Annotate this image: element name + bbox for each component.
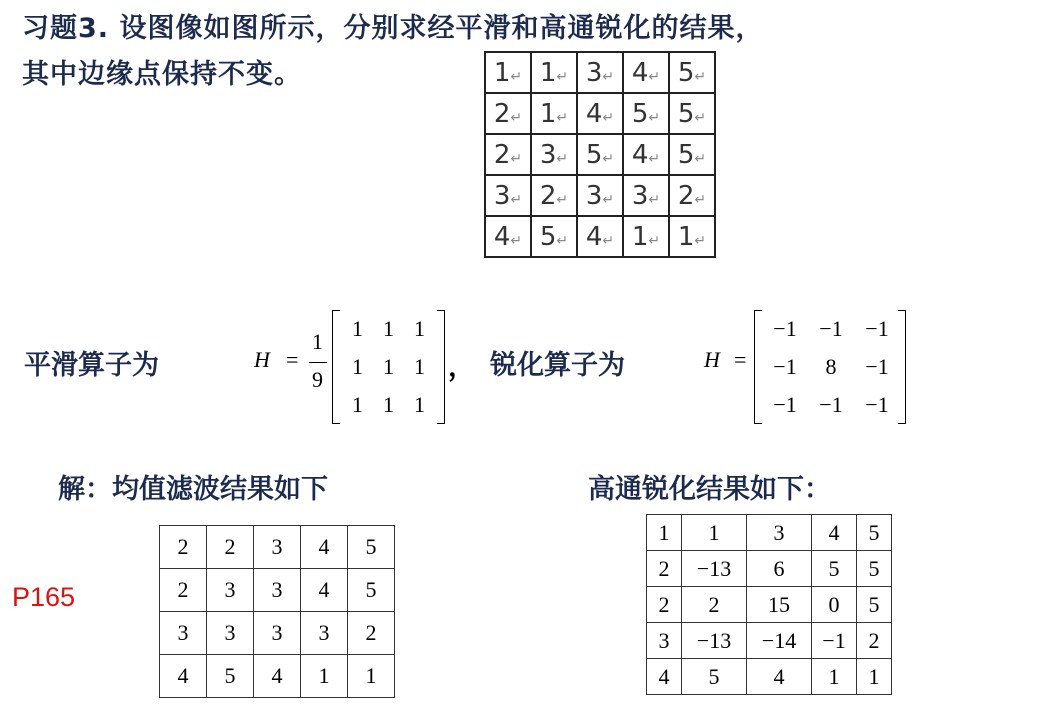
table-cell xyxy=(682,587,747,623)
table-cell xyxy=(669,93,715,134)
equals-sign-2: = xyxy=(734,347,747,372)
return-mark: ↵ xyxy=(556,191,569,208)
table-cell xyxy=(682,551,747,587)
cell-value: 1 xyxy=(868,663,880,689)
cell-value: 1 xyxy=(539,98,557,129)
fraction-numerator: 1 xyxy=(312,329,323,354)
cell-value: 2 xyxy=(177,534,189,559)
table-cell xyxy=(647,515,682,551)
cell-value: 4 xyxy=(658,663,670,689)
smooth-operator-formula xyxy=(252,307,452,422)
table-cell xyxy=(207,569,254,612)
table-cell xyxy=(812,623,857,659)
cell-value: 1 xyxy=(383,354,394,379)
cell-value: 1 xyxy=(658,519,670,545)
table-cell xyxy=(301,526,348,569)
table-cell xyxy=(531,134,577,175)
table-cell xyxy=(623,134,669,175)
table-cell xyxy=(348,655,395,698)
table-cell xyxy=(160,569,207,612)
table-cell xyxy=(160,612,207,655)
return-mark: ↵ xyxy=(694,68,707,85)
cell-value: 5 xyxy=(708,663,720,689)
table-cell xyxy=(812,515,857,551)
table-cell xyxy=(485,216,531,257)
table-row xyxy=(342,348,435,386)
cell-value: 4 xyxy=(271,663,283,688)
table-cell xyxy=(857,551,892,587)
table-row xyxy=(485,175,715,216)
table-cell xyxy=(762,348,808,386)
cell-value: 3 xyxy=(224,620,236,645)
table-row xyxy=(647,623,892,659)
table-cell xyxy=(762,310,808,348)
return-mark: ↵ xyxy=(648,191,661,208)
sharpen-matrix xyxy=(754,310,906,422)
return-mark: ↵ xyxy=(510,109,523,126)
cell-value: 5 xyxy=(631,98,649,129)
table-cell xyxy=(373,310,404,348)
table-cell xyxy=(485,134,531,175)
cell-value: 3 xyxy=(224,577,236,602)
return-mark: ↵ xyxy=(602,191,615,208)
cell-value: −1 xyxy=(773,316,797,341)
table-cell xyxy=(854,386,900,424)
cell-value: 1 xyxy=(493,57,511,88)
return-mark: ↵ xyxy=(648,150,661,167)
cell-value: 2 xyxy=(177,577,189,602)
table-cell xyxy=(669,175,715,216)
table-cell xyxy=(623,175,669,216)
table-row xyxy=(160,655,395,698)
table-cell xyxy=(747,623,812,659)
table-cell xyxy=(669,216,715,257)
cell-value: 2 xyxy=(708,591,720,617)
cell-value: 5 xyxy=(677,98,695,129)
table-cell xyxy=(808,348,854,386)
cell-value: 1 xyxy=(631,221,649,252)
return-mark: ↵ xyxy=(694,191,707,208)
cell-value: 4 xyxy=(585,221,603,252)
cell-value: 6 xyxy=(773,555,785,581)
table-cell xyxy=(577,52,623,93)
return-mark: ↵ xyxy=(556,109,569,126)
cell-value: 4 xyxy=(318,577,330,602)
cell-value: 2 xyxy=(658,555,670,581)
table-cell xyxy=(348,569,395,612)
cell-value: 4 xyxy=(177,663,189,688)
sharpen-operator-formula xyxy=(704,307,914,422)
cell-value: 2 xyxy=(677,180,695,211)
problem-title: 习题3. 设图像如图所示，分别求经平滑和高通锐化的结果， xyxy=(22,13,764,44)
cell-value: 3 xyxy=(539,139,557,170)
fraction-bar xyxy=(309,362,327,363)
table-cell xyxy=(348,612,395,655)
cell-value: 1 xyxy=(708,519,720,545)
table-cell xyxy=(854,348,900,386)
table-cell xyxy=(342,386,373,424)
cell-value: 2 xyxy=(224,534,236,559)
table-cell xyxy=(485,175,531,216)
table-row xyxy=(647,587,892,623)
table-row xyxy=(647,659,892,695)
table-cell xyxy=(747,587,812,623)
problem-condition: 其中边缘点保持不变。 xyxy=(22,59,302,90)
cell-value: 5 xyxy=(365,534,377,559)
cell-value: 3 xyxy=(585,180,603,211)
cell-value: 4 xyxy=(493,221,511,252)
table-cell xyxy=(342,310,373,348)
cell-value: 3 xyxy=(773,519,785,545)
cell-value: 3 xyxy=(271,534,283,559)
table-cell xyxy=(373,386,404,424)
cell-value: 2 xyxy=(365,620,377,645)
table-cell xyxy=(485,52,531,93)
mean-filter-result-label: 解：均值滤波结果如下 xyxy=(58,474,328,505)
cell-value: 5 xyxy=(868,519,880,545)
cell-value: −14 xyxy=(761,627,797,653)
cell-value: −1 xyxy=(819,392,843,417)
cell-value: 2 xyxy=(493,98,511,129)
table-cell xyxy=(623,52,669,93)
table-cell xyxy=(577,134,623,175)
return-mark: ↵ xyxy=(648,109,661,126)
table-cell xyxy=(647,623,682,659)
table-row xyxy=(762,386,900,424)
table-cell xyxy=(682,515,747,551)
mean-filter-result-table xyxy=(159,525,395,698)
cell-value: 5 xyxy=(365,577,377,602)
table-cell xyxy=(812,659,857,695)
cell-value: 5 xyxy=(828,555,840,581)
return-mark: ↵ xyxy=(510,191,523,208)
table-row xyxy=(485,134,715,175)
cell-value: −13 xyxy=(696,627,732,653)
cell-value: 5 xyxy=(868,555,880,581)
H-symbol-2: H xyxy=(704,347,720,372)
return-mark: ↵ xyxy=(694,232,707,249)
cell-value: −1 xyxy=(865,392,889,417)
cell-value: −1 xyxy=(773,392,797,417)
return-mark: ↵ xyxy=(602,232,615,249)
cell-value: 1 xyxy=(352,354,363,379)
table-row xyxy=(647,515,892,551)
cell-value: 1 xyxy=(539,57,557,88)
sharpen-operator-label: 锐化算子为 xyxy=(490,350,625,381)
table-row xyxy=(342,310,435,348)
table-row xyxy=(342,386,435,424)
table-cell xyxy=(747,515,812,551)
equals-sign: = xyxy=(286,347,299,372)
cell-value: 1 xyxy=(365,663,377,688)
table-cell xyxy=(747,659,812,695)
table-cell xyxy=(404,348,435,386)
table-row xyxy=(485,216,715,257)
table-cell xyxy=(623,93,669,134)
table-cell xyxy=(682,623,747,659)
cell-value: 1 xyxy=(383,316,394,341)
cell-value: 1 xyxy=(352,392,363,417)
cell-value: 1 xyxy=(414,392,425,417)
table-cell xyxy=(348,526,395,569)
return-mark: ↵ xyxy=(510,150,523,167)
return-mark: ↵ xyxy=(648,232,661,249)
cell-value: 0 xyxy=(828,591,840,617)
smooth-operator-label: 平滑算子为 xyxy=(24,350,159,381)
table-cell xyxy=(854,310,900,348)
return-mark: ↵ xyxy=(694,150,707,167)
cell-value: 15 xyxy=(768,591,790,617)
table-cell xyxy=(531,216,577,257)
return-mark: ↵ xyxy=(556,68,569,85)
table-row xyxy=(160,612,395,655)
table-row xyxy=(485,93,715,134)
table-cell xyxy=(857,587,892,623)
cell-value: 1 xyxy=(414,354,425,379)
cell-value: −1 xyxy=(822,627,846,653)
return-mark: ↵ xyxy=(602,150,615,167)
table-cell xyxy=(301,612,348,655)
table-row xyxy=(160,569,395,612)
table-row xyxy=(647,551,892,587)
cell-value: −1 xyxy=(865,316,889,341)
cell-value: 4 xyxy=(585,98,603,129)
smooth-matrix xyxy=(332,310,445,422)
table-cell xyxy=(160,655,207,698)
table-cell xyxy=(577,175,623,216)
cell-value: 3 xyxy=(271,577,283,602)
table-cell xyxy=(747,551,812,587)
table-cell xyxy=(857,659,892,695)
table-cell xyxy=(812,551,857,587)
cell-value: 5 xyxy=(868,591,880,617)
table-cell xyxy=(531,52,577,93)
table-cell xyxy=(342,348,373,386)
cell-value: 4 xyxy=(773,663,785,689)
cell-value: 4 xyxy=(631,57,649,88)
table-cell xyxy=(301,655,348,698)
sharpen-result-label: 高通锐化结果如下： xyxy=(588,474,831,505)
cell-value: 4 xyxy=(828,519,840,545)
table-row xyxy=(762,310,900,348)
return-mark: ↵ xyxy=(602,109,615,126)
table-cell xyxy=(531,93,577,134)
cell-value: 1 xyxy=(414,316,425,341)
cell-value: −1 xyxy=(819,316,843,341)
table-cell xyxy=(812,587,857,623)
comma: ， xyxy=(448,352,475,383)
cell-value: 3 xyxy=(271,620,283,645)
table-row xyxy=(762,348,900,386)
cell-value: 5 xyxy=(677,57,695,88)
cell-value: −1 xyxy=(773,354,797,379)
sharpen-result-table xyxy=(646,514,892,695)
table-cell xyxy=(207,526,254,569)
cell-value: −1 xyxy=(865,354,889,379)
cell-value: 8 xyxy=(825,354,837,379)
cell-value: 3 xyxy=(658,627,670,653)
cell-value: 5 xyxy=(677,139,695,170)
cell-value: 2 xyxy=(868,627,880,653)
table-cell xyxy=(808,310,854,348)
table-row xyxy=(160,526,395,569)
table-row xyxy=(485,52,715,93)
cell-value: 5 xyxy=(585,139,603,170)
cell-value: 2 xyxy=(493,139,511,170)
return-mark: ↵ xyxy=(556,232,569,249)
cell-value: 1 xyxy=(318,663,330,688)
table-cell xyxy=(254,655,301,698)
table-cell xyxy=(485,93,531,134)
page-reference: P165 xyxy=(12,582,76,612)
cell-value: −13 xyxy=(696,555,732,581)
cell-value: 3 xyxy=(318,620,330,645)
cell-value: 1 xyxy=(677,221,695,252)
table-cell xyxy=(808,386,854,424)
cell-value: 1 xyxy=(352,316,363,341)
cell-value: 2 xyxy=(658,591,670,617)
table-cell xyxy=(762,386,808,424)
table-cell xyxy=(669,134,715,175)
cell-value: 3 xyxy=(177,620,189,645)
H-symbol: H xyxy=(254,347,270,372)
return-mark: ↵ xyxy=(602,68,615,85)
table-cell xyxy=(857,515,892,551)
cell-value: 5 xyxy=(224,663,236,688)
table-cell xyxy=(207,612,254,655)
cell-value: 2 xyxy=(539,180,557,211)
cell-value: 3 xyxy=(493,180,511,211)
return-mark: ↵ xyxy=(648,68,661,85)
table-cell xyxy=(160,526,207,569)
table-cell xyxy=(577,93,623,134)
cell-value: 3 xyxy=(631,180,649,211)
table-cell xyxy=(301,569,348,612)
table-cell xyxy=(623,216,669,257)
return-mark: ↵ xyxy=(694,109,707,126)
table-cell xyxy=(647,551,682,587)
table-cell xyxy=(404,386,435,424)
table-cell xyxy=(254,569,301,612)
original-image-grid xyxy=(484,51,716,258)
table-cell xyxy=(404,310,435,348)
table-cell xyxy=(254,612,301,655)
return-mark: ↵ xyxy=(510,232,523,249)
return-mark: ↵ xyxy=(510,68,523,85)
fraction-denominator: 9 xyxy=(312,367,323,392)
table-cell xyxy=(669,52,715,93)
cell-value: 1 xyxy=(828,663,840,689)
table-cell xyxy=(207,655,254,698)
cell-value: 4 xyxy=(631,139,649,170)
table-cell xyxy=(682,659,747,695)
cell-value: 3 xyxy=(585,57,603,88)
cell-value: 4 xyxy=(318,534,330,559)
table-cell xyxy=(254,526,301,569)
table-cell xyxy=(531,175,577,216)
cell-value: 5 xyxy=(539,221,557,252)
cell-value: 1 xyxy=(383,392,394,417)
table-cell xyxy=(647,659,682,695)
return-mark: ↵ xyxy=(556,150,569,167)
table-cell xyxy=(577,216,623,257)
table-cell xyxy=(647,587,682,623)
table-cell xyxy=(373,348,404,386)
table-cell xyxy=(857,623,892,659)
